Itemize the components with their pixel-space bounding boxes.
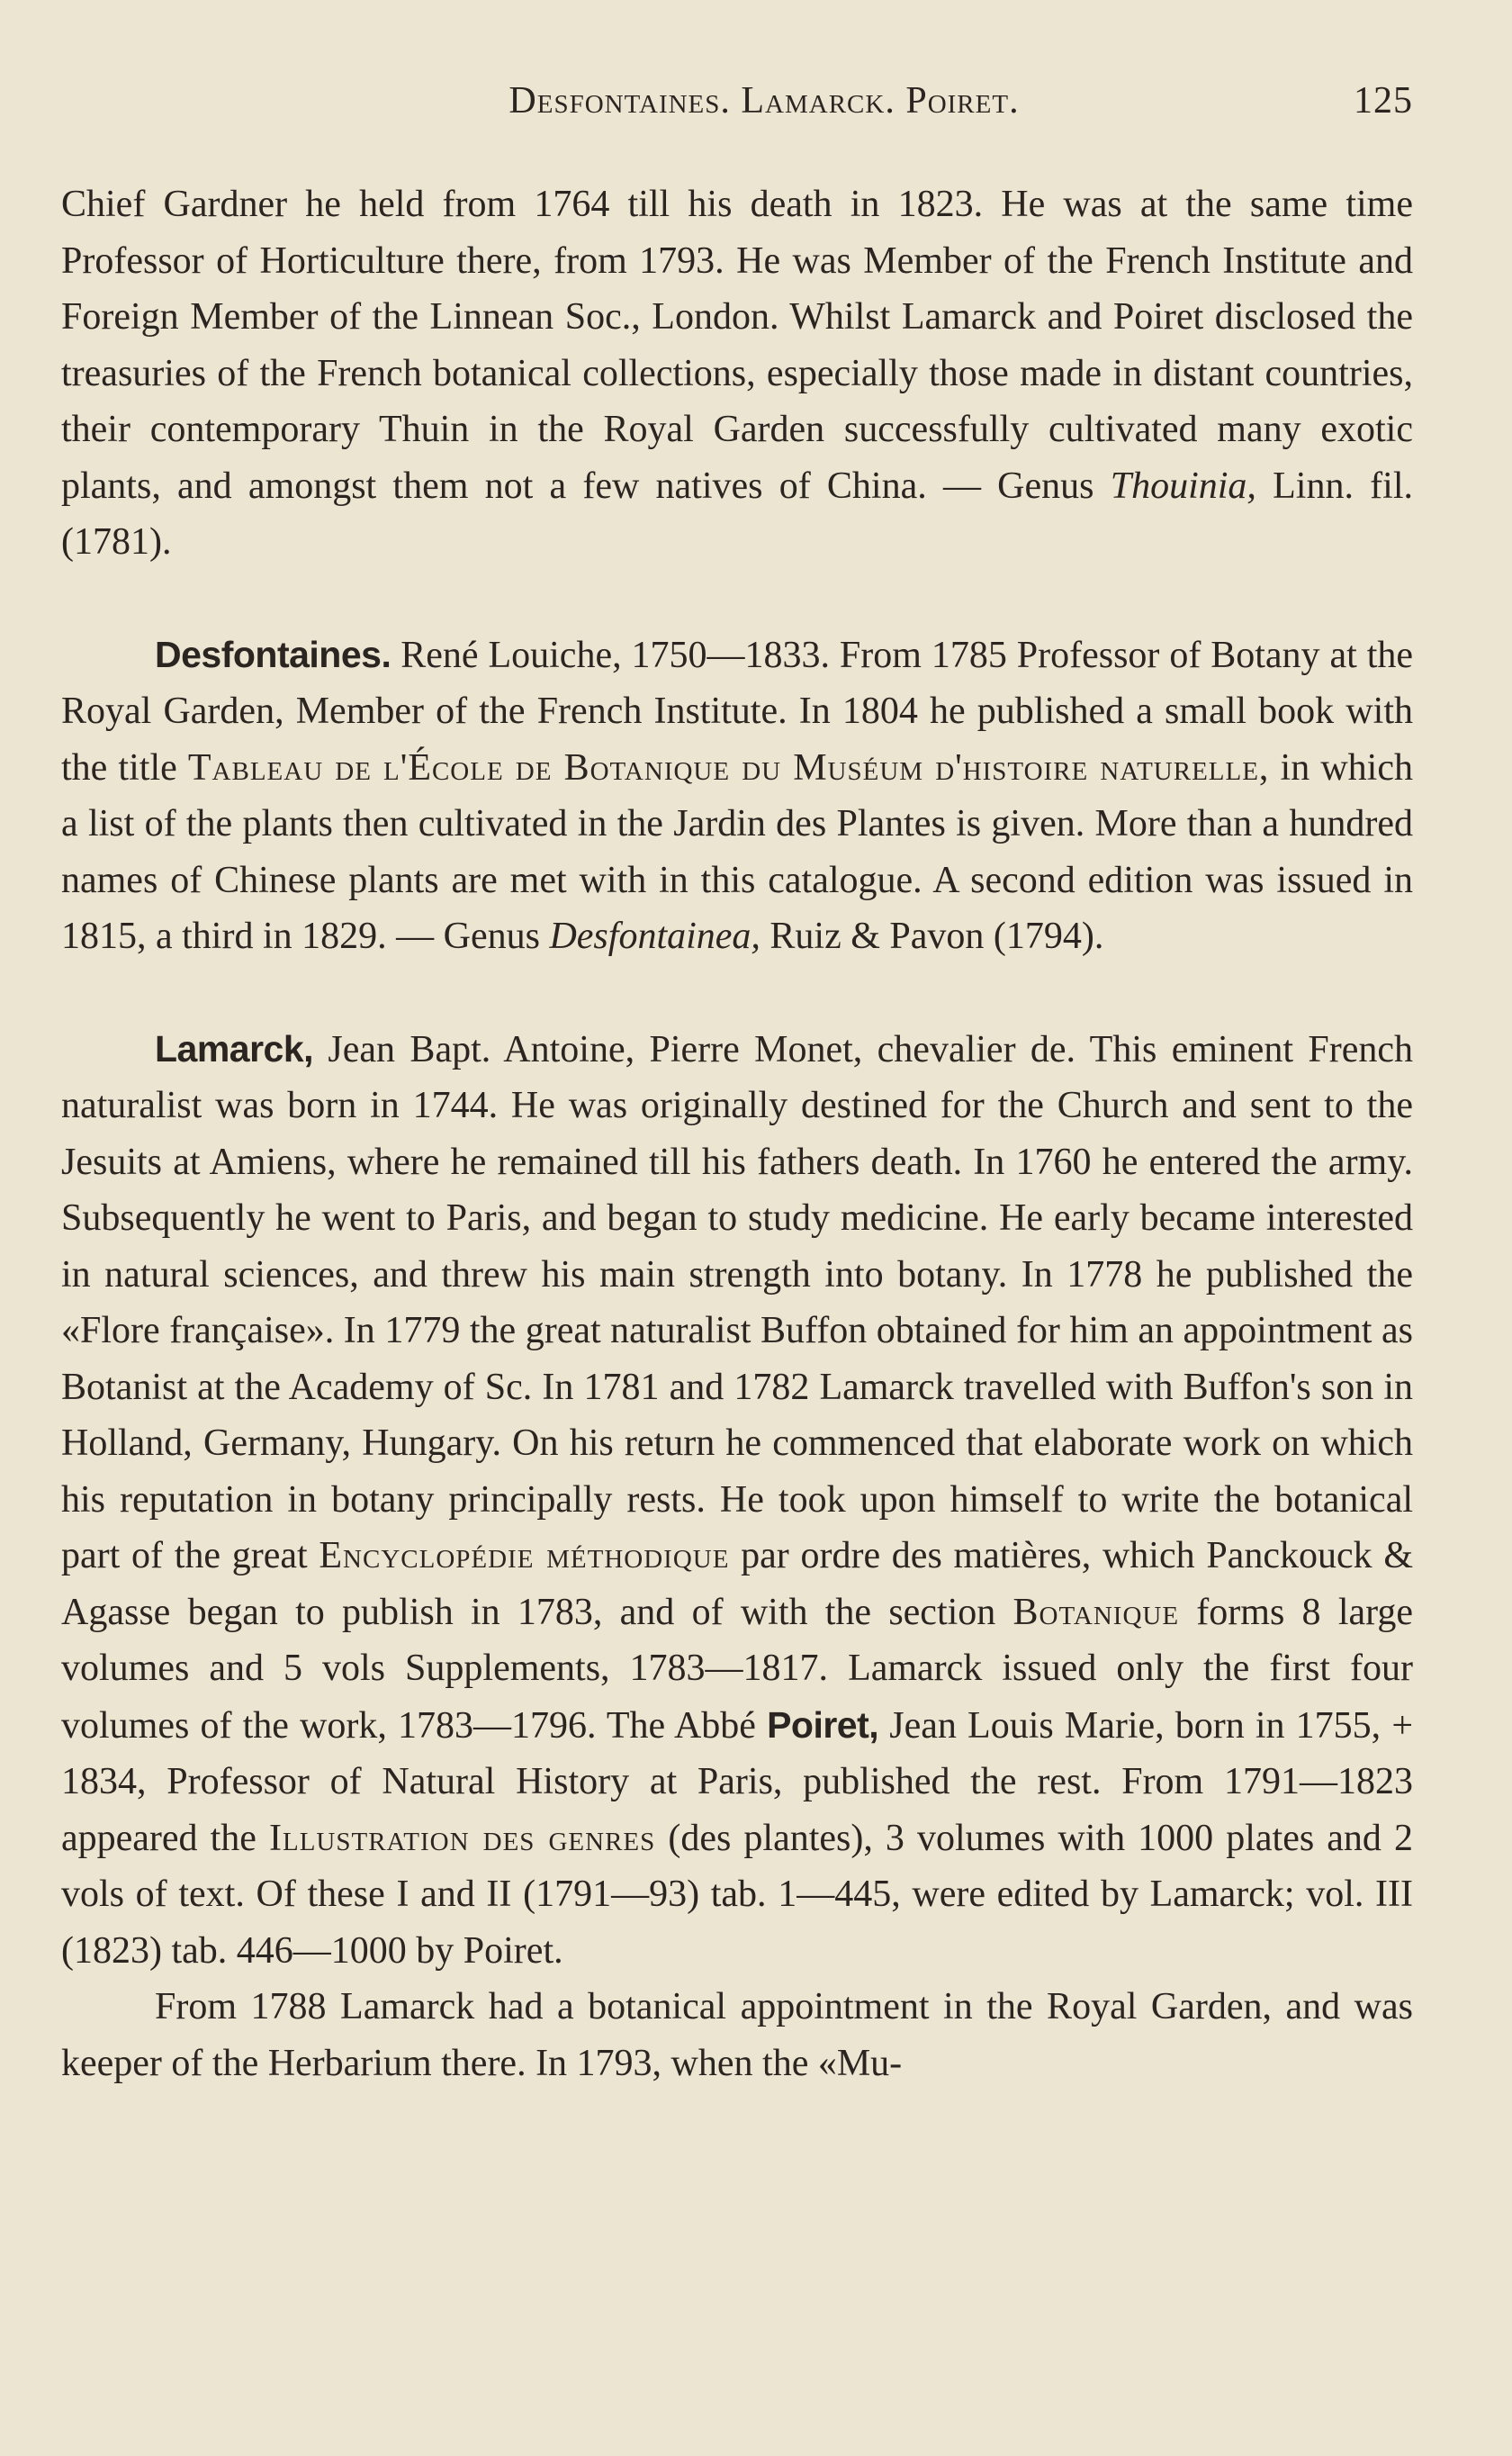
- paragraph-text: Jean Bapt. Antoine, Pierre Monet, chevalier de. This eminent French naturalist was born in 1744. He was originally destined for the Church and sent to the Jesuits at Amiens, where he remained till his fathers death. In 1760 he entered the army. Subsequently he went to Paris, and began to study medicine. He early became interested in natural sciences, and threw his main strength into botany. In 1778 he published the «Flore française». In 1779 the great naturalist Buffon obtained for him an appointment as Botanist at the Academy of Sc. In 1781 and 1782 Lamarck travelled with Buffon's son in Holland, Germany, Hungary. On his return he commenced that elaborate work on which his reputation in botany principally rests. He took upon himself to write the botanical part of the great: [61, 1028, 1413, 1576]
- paragraph-text: Jean Louis Marie, born in 1755, + 1834, Professor of Natural History at Paris, published the rest. From 1791—1823 appeared the: [61, 1704, 1414, 1859]
- paragraph-text: Linn. fil. (1781).: [61, 465, 1413, 563]
- genus-name: Desfontainea,: [549, 916, 760, 957]
- work-title: Illustration des genres: [269, 1817, 656, 1859]
- desfontaines-entry: [61, 627, 1413, 965]
- paragraph-text: Ruiz & Pavon (1794).: [760, 916, 1104, 957]
- entry-name: Desfontaines.: [155, 633, 392, 675]
- paragraph-text: René Louiche, 1750—1833. From 1785 Professor of Botany at the Royal Garden, Member of the French Institute. In 1804 he published a small book with the title: [61, 634, 1413, 789]
- work-title: Encyclopédie méthodique: [319, 1535, 730, 1576]
- thouin-continuation-paragraph: [61, 176, 1413, 571]
- page-header: [61, 79, 1413, 142]
- paragraph-text: Chief Gardner he held from 1764 till his death in 1823. He was at the same time Professor of Horticulture there, from 1793. He was Member of the French Institute and Foreign Member of the Linnean Soc., London. Whilst Lamarck and Poiret disclosed the treasuries of the French botanical collections, especially those made in distant countries, their contemporary Thuin in the Royal Garden successfully cultivated many exotic plants, and amongst them not a few natives of China. — Genus: [61, 184, 1413, 507]
- book-title: Tableau de l'École de Botanique du Muséum d'histoire naturelle,: [187, 746, 1270, 789]
- paragraph-text: par ordre des matières, which Panckouck & Agasse began to publish in 1783, and of with the section: [61, 1535, 1413, 1633]
- page-number: 125: [1354, 80, 1413, 122]
- running-head: Desfontaines. Lamarck. Poiret.: [508, 80, 1020, 122]
- paragraph-text: in which a list of the plants then cultivated in the Jardin des Plantes is given. More than a hundred names of Chinese plants are met with in this catalogue. A second edition was issued in 1815, a third in 1829. — Genus: [61, 746, 1413, 957]
- lamarck-entry: [61, 1021, 1413, 1980]
- person-name: Poiret,: [767, 1703, 879, 1746]
- paragraph-text: forms 8 large volumes and 5 vols Supplements, 1783—1817. Lamarck issued only the first four volumes of the work, 1783—1796. The Abbé: [61, 1591, 1413, 1747]
- paragraph-text: (des plantes), 3 volumes with 1000 plates and 2 vols of text. Of these I and II (1791—93) tab. 1—445, were edited by Lamarck; vol. III (1823) tab. 446—1000 by Poiret.: [61, 1817, 1413, 1972]
- lamarck-continuation-paragraph: From 1788 Lamarck had a botanical appointment in the Royal Garden, and was keeper of the Herbarium there. In 1793, when the «Mu-: [61, 1986, 1413, 2084]
- section-title: Botanique: [1012, 1591, 1180, 1633]
- entry-name: Lamarck,: [155, 1027, 314, 1070]
- genus-name: Thouinia,: [1110, 465, 1256, 507]
